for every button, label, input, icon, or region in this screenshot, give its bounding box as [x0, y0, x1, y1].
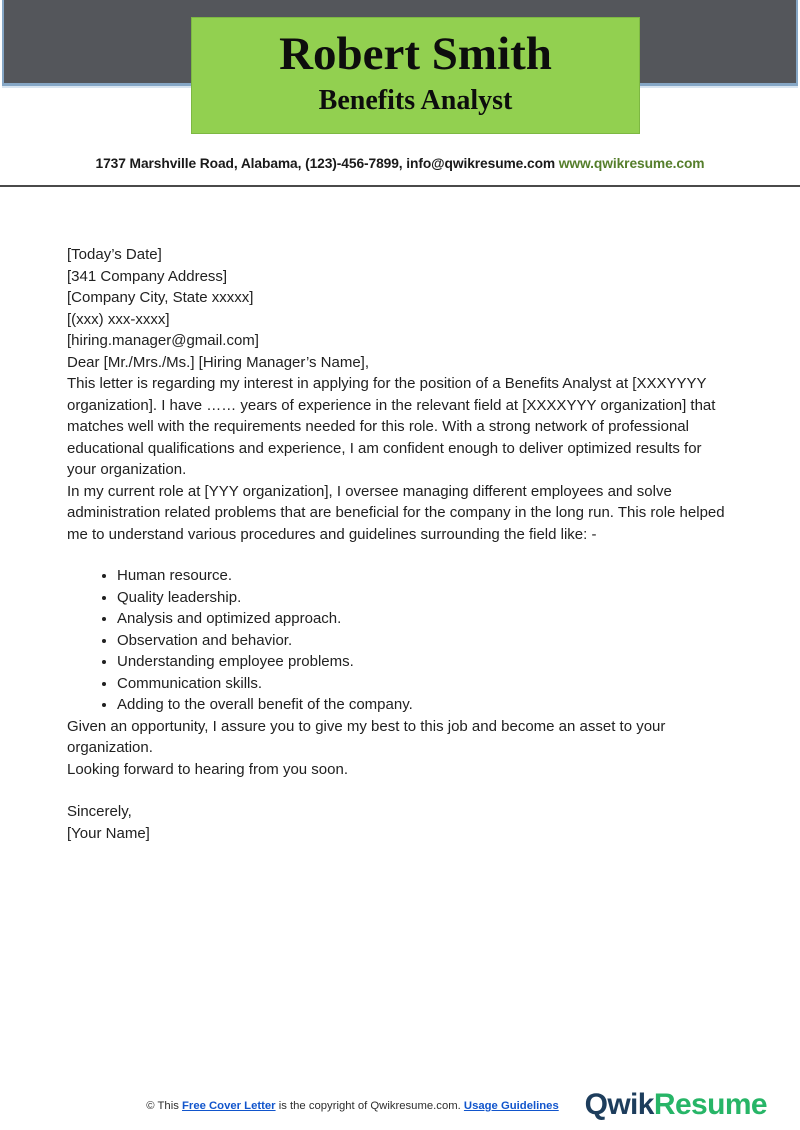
list-item: • Observation and behavior.	[117, 630, 734, 652]
list-item: • Human resource.	[117, 565, 734, 587]
copyright-prefix: © This	[146, 1100, 183, 1112]
paragraph-current-role: In my current role at [YYY organization], I oversee managing different employees and solve administration related problems that are beneficial for the company in the long run. This role helped me to understand various procedures and guidelines surrounding the field like: -	[67, 482, 725, 543]
page-footer	[0, 1088, 800, 1128]
skills-list	[67, 565, 734, 716]
name-box	[191, 17, 640, 134]
list-item: • Communication skills.	[117, 673, 734, 695]
website-link[interactable]: www.qwikresume.com	[558, 156, 705, 171]
date-placeholder: [Today’s Date]	[67, 246, 162, 263]
salutation: Dear [Mr./Mrs./Ms.] [Hiring Manager’s Name],	[67, 353, 370, 371]
header-divider	[0, 185, 800, 187]
copyright-middle: is the copyright of Qwikresume.com.	[275, 1100, 464, 1112]
contact-info: 1737 Marshville Road, Alabama, (123)-456-7899, info@qwikresume.com	[95, 156, 556, 171]
usage-guidelines-link[interactable]: Usage Guidelines	[463, 1100, 559, 1112]
recipient-address: [341 Company Address]	[67, 267, 228, 285]
list-item: • Adding to the overall benefit of the company.	[117, 694, 734, 716]
recipient-email: [hiring.manager@gmail.com]	[67, 332, 259, 349]
candidate-title: Benefits Analyst	[318, 85, 513, 116]
letter-body	[67, 244, 734, 844]
paragraph-looking-forward: Looking forward to hearing from you soon.	[67, 760, 348, 778]
candidate-name: Robert Smith	[279, 28, 552, 80]
recipient-city-state: [Company City, State xxxxx]	[67, 289, 254, 306]
recipient-block	[67, 266, 734, 352]
list-item: • Quality leadership.	[117, 587, 734, 609]
qwikresume-logo	[585, 1088, 767, 1122]
logo-text-qwik: Qwik	[584, 1088, 654, 1121]
signature-placeholder: [Your Name]	[67, 824, 150, 842]
list-item: • Analysis and optimized approach.	[117, 608, 734, 630]
closing-sincerely: Sincerely,	[67, 803, 132, 820]
list-item: • Understanding employee problems.	[117, 651, 734, 673]
paragraph-intro: This letter is regarding my interest in applying for the position of a Benefits Analyst at [XXXYYYY organization]. I have …… years of experience in the relevant field at [XXXXYYY organization] that matches well with the requirements needed for this role. With a strong network of professional educational qualifications and experience, I am confident enough to deliver optimized results for your organization.	[67, 375, 716, 478]
logo-text-resume: Resume	[653, 1088, 767, 1121]
contact-line	[0, 156, 800, 171]
paragraph-opportunity: Given an opportunity, I assure you to give my best to this job and become an asset to your organization.	[67, 717, 666, 756]
closing-block	[67, 801, 734, 844]
recipient-phone: [(xxx) xxx-xxxx]	[67, 310, 170, 328]
free-cover-letter-link[interactable]: Free Cover Letter	[182, 1100, 276, 1112]
